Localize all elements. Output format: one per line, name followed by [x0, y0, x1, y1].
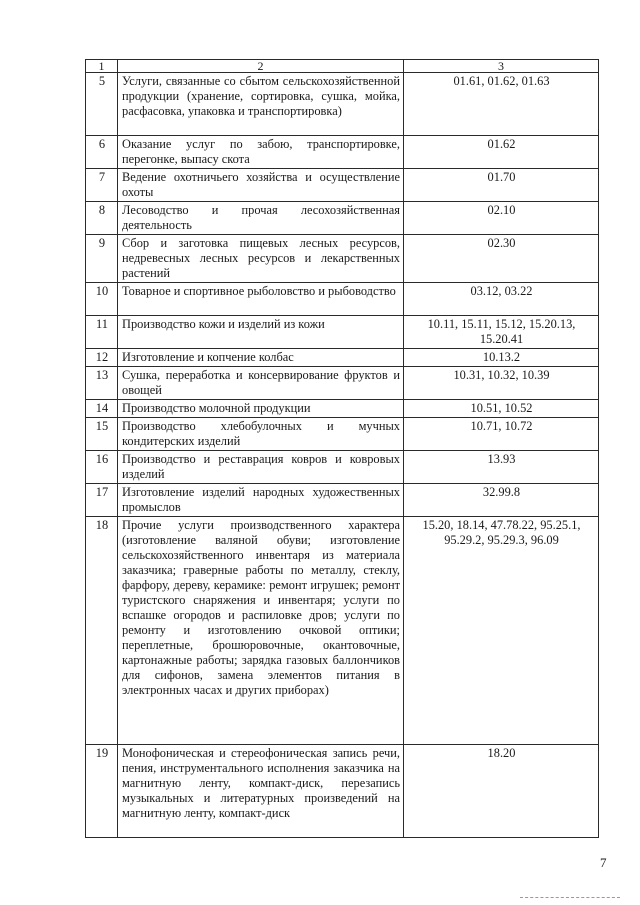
service-name: Товарное и спортивное рыболовство и рыбоводство: [118, 283, 404, 316]
services-table: [85, 59, 599, 838]
table-row: [86, 451, 599, 484]
okved-codes: 10.11, 15.11, 15.12, 15.20.13, 15.20.41: [404, 316, 599, 349]
row-number: 17: [86, 484, 118, 517]
table-row: [86, 349, 599, 367]
header-col-3: 3: [404, 60, 599, 73]
row-number: 13: [86, 367, 118, 400]
service-name: Ведение охотничьего хозяйства и осуществление охоты: [118, 169, 404, 202]
table-row: [86, 484, 599, 517]
okved-codes: 01.61, 01.62, 01.63: [404, 73, 599, 136]
okved-codes: 10.51, 10.52: [404, 400, 599, 418]
row-number: 16: [86, 451, 118, 484]
okved-codes: 02.30: [404, 235, 599, 283]
table-row: [86, 517, 599, 745]
service-name: Производство и реставрация ковров и ковровых изделий: [118, 451, 404, 484]
table-row: [86, 418, 599, 451]
table-row: [86, 367, 599, 400]
service-name: Оказание услуг по забою, транспортировке, перегонке, выпасу скота: [118, 136, 404, 169]
service-name: Сбор и заготовка пищевых лесных ресурсов, недревесных лесных ресурсов и лекарственных растений: [118, 235, 404, 283]
table-header-row: [86, 60, 599, 73]
row-number: 9: [86, 235, 118, 283]
table-row: [86, 316, 599, 349]
table-row: [86, 73, 599, 136]
okved-codes: 18.20: [404, 745, 599, 838]
table-row: [86, 745, 599, 838]
okved-codes: 10.31, 10.32, 10.39: [404, 367, 599, 400]
footer-divider: [520, 897, 620, 898]
service-name: Производство молочной продукции: [118, 400, 404, 418]
row-number: 7: [86, 169, 118, 202]
row-number: 8: [86, 202, 118, 235]
row-number: 11: [86, 316, 118, 349]
okved-codes: 01.70: [404, 169, 599, 202]
table-row: [86, 283, 599, 316]
service-name: Сушка, переработка и консервирование фруктов и овощей: [118, 367, 404, 400]
service-name: Монофоническая и стереофоническая запись речи, пения, инструментального исполнения заказчика на магнитную ленту, компакт-диск, перезапись музыкальных и литературных произведений на магнитную ленту, компакт-диск: [118, 745, 404, 838]
okved-codes: 01.62: [404, 136, 599, 169]
okved-codes: 32.99.8: [404, 484, 599, 517]
table-row: [86, 202, 599, 235]
okved-codes: 10.71, 10.72: [404, 418, 599, 451]
table-row: [86, 235, 599, 283]
row-number: 14: [86, 400, 118, 418]
service-name: Производство хлебобулочных и мучных кондитерских изделий: [118, 418, 404, 451]
okved-codes: 02.10: [404, 202, 599, 235]
table-row: [86, 136, 599, 169]
service-name: Лесоводство и прочая лесохозяйственная деятельность: [118, 202, 404, 235]
service-name: Услуги, связанные со сбытом сельскохозяйственной продукции (хранение, сортировка, сушка, мойка, расфасовка, упаковка и транспортировка): [118, 73, 404, 136]
row-number: 12: [86, 349, 118, 367]
header-col-1: 1: [86, 60, 118, 73]
row-number: 18: [86, 517, 118, 745]
service-name: Изготовление изделий народных художественных промыслов: [118, 484, 404, 517]
table-row: [86, 169, 599, 202]
page-number: 7: [600, 855, 607, 870]
okved-codes: 15.20, 18.14, 47.78.22, 95.25.1, 95.29.2, 95.29.3, 96.09: [404, 517, 599, 745]
header-col-2: 2: [118, 60, 404, 73]
row-number: 6: [86, 136, 118, 169]
okved-codes: 13.93: [404, 451, 599, 484]
okved-codes: 03.12, 03.22: [404, 283, 599, 316]
row-number: 19: [86, 745, 118, 838]
service-name: Производство кожи и изделий из кожи: [118, 316, 404, 349]
table-row: [86, 400, 599, 418]
row-number: 5: [86, 73, 118, 136]
service-name: Изготовление и копчение колбас: [118, 349, 404, 367]
okved-codes: 10.13.2: [404, 349, 599, 367]
row-number: 15: [86, 418, 118, 451]
row-number: 10: [86, 283, 118, 316]
service-name: Прочие услуги производственного характера (изготовление валяной обуви; изготовление сельскохозяйственного инвентаря из материала заказчика; граверные работы по металлу, стеклу, фарфору, дереву, керамике: ремонт игрушек; ремонт туристского снаряжения и инвентаря; услуги по вспашке огородов и распиловке дров; услуги по ремонту и изготовлению очковой оптики; переплетные, брошюровочные, окантовочные, картонажные работы; зарядка газовых баллончиков для сифонов, замена элементов питания в электронных часах и других приборах): [118, 517, 404, 745]
